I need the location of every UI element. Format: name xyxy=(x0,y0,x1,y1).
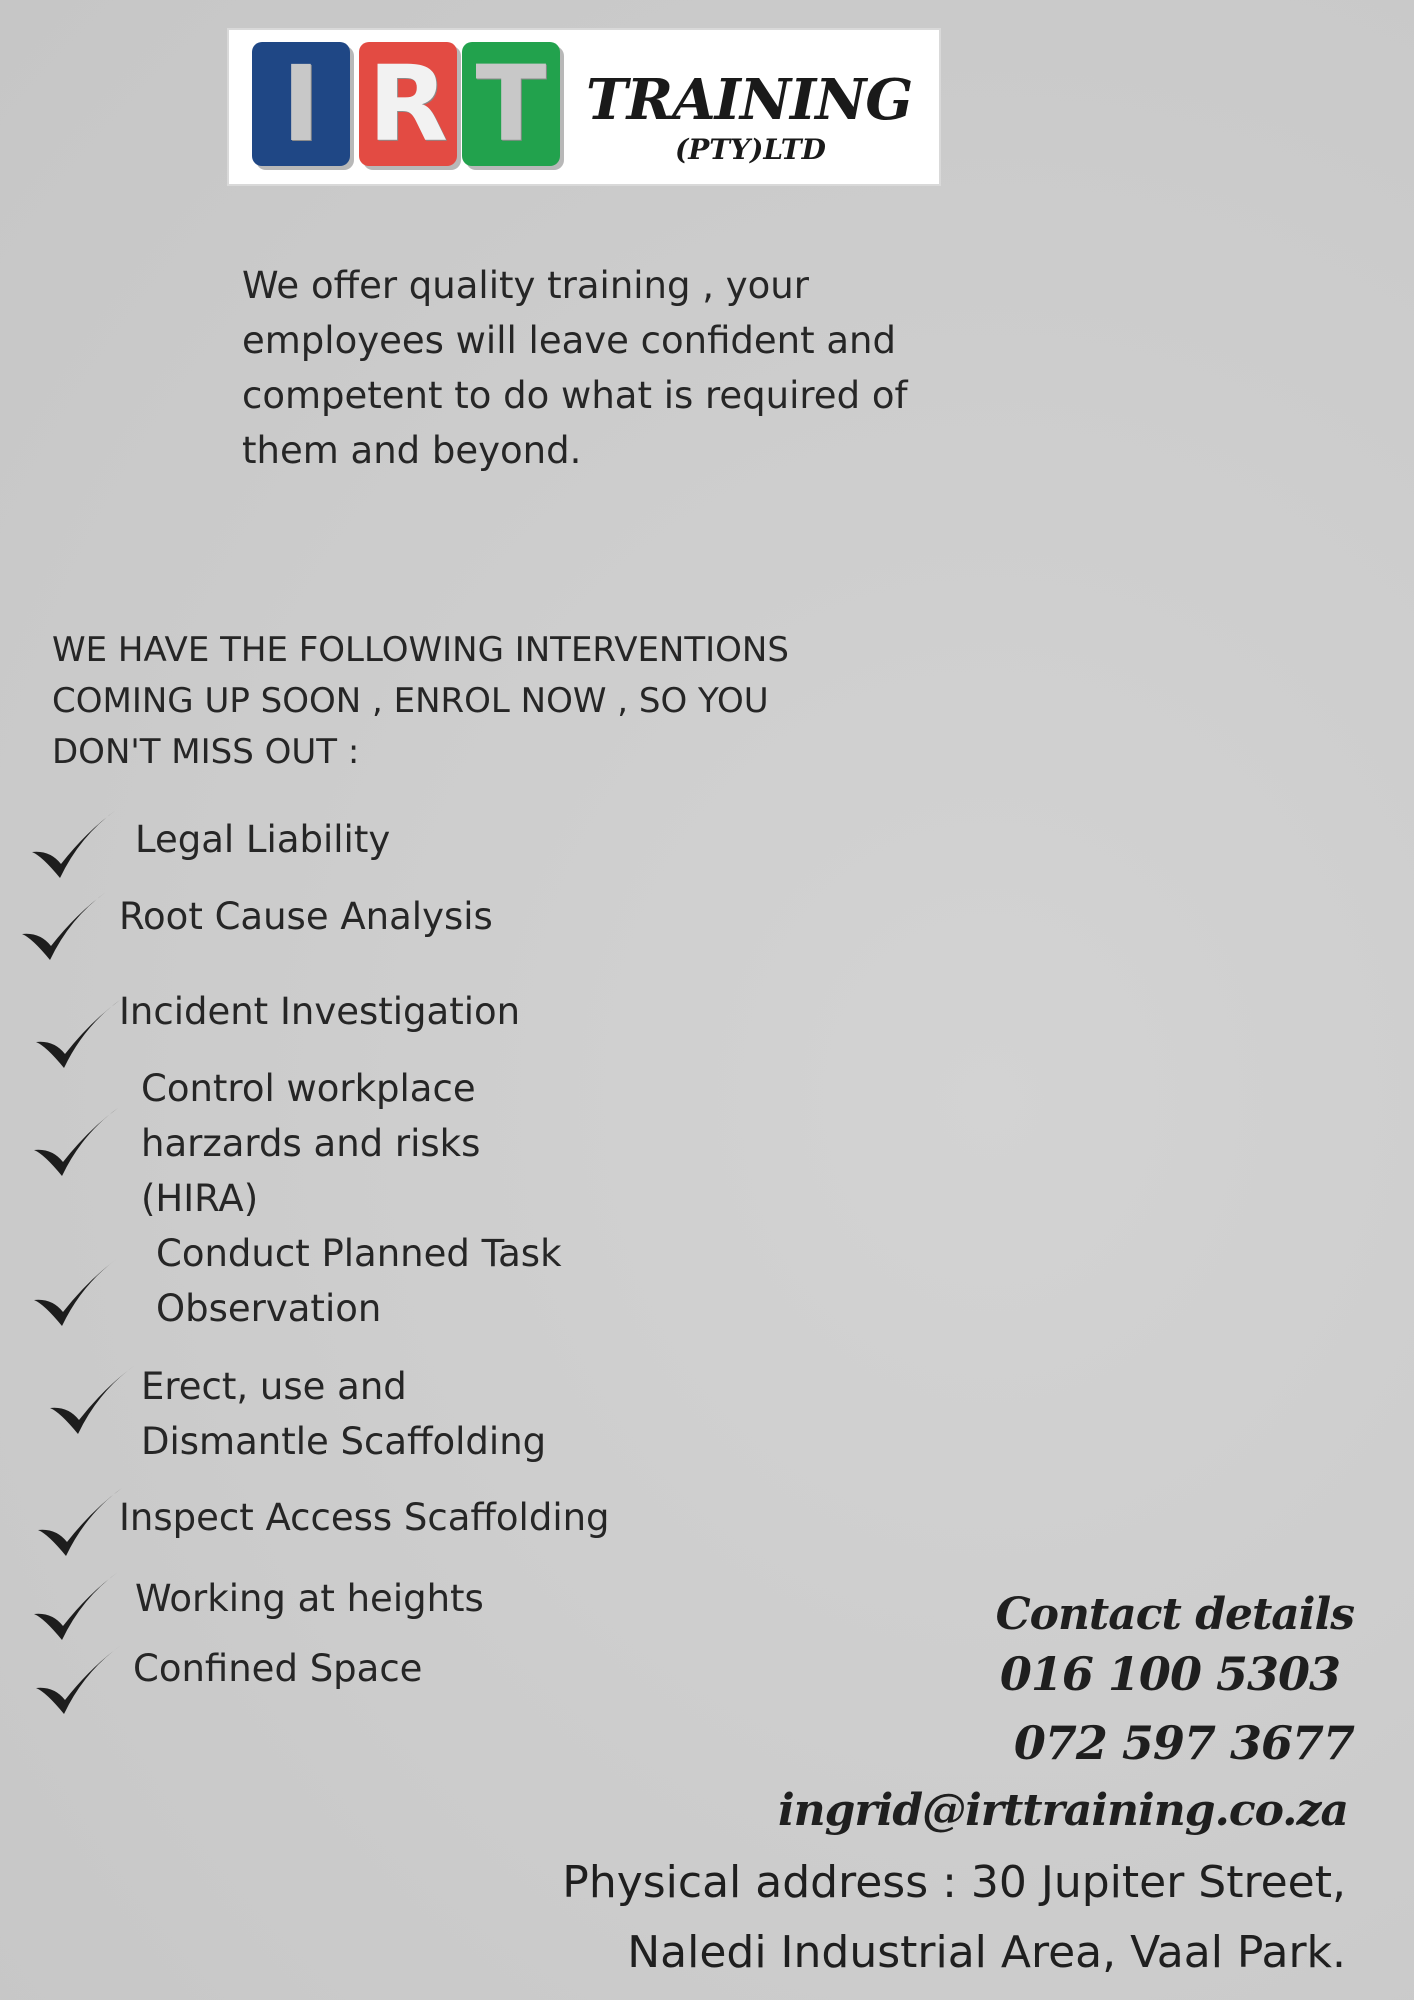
heading-line: COMING UP SOON , ENROL NOW , SO YOU xyxy=(52,681,769,721)
list-item-working-at-heights xyxy=(135,1571,484,1626)
contact-title: Contact details xyxy=(995,1589,1354,1640)
logo-letter-r: R xyxy=(367,43,449,165)
list-item-line: Observation xyxy=(156,1287,382,1330)
phone-number-2: 072 597 3677 xyxy=(1013,1716,1354,1770)
intro-paragraph xyxy=(242,258,962,478)
list-item-line: Incident Investigation xyxy=(119,990,521,1033)
email-address: ingrid@irttraining.co.za xyxy=(777,1785,1348,1836)
list-item-legal-liability xyxy=(135,812,390,867)
logo-block-blue xyxy=(252,42,350,166)
list-item-line: Root Cause Analysis xyxy=(119,895,493,938)
list-item-incident-investigation xyxy=(119,984,520,1039)
list-item-planned-task-observation xyxy=(156,1226,562,1336)
list-item-confined-space xyxy=(133,1641,422,1696)
intro-line: employees will leave confident and xyxy=(242,319,896,362)
phone-number-1: 016 100 5303 xyxy=(999,1647,1340,1701)
checkmark-icon xyxy=(28,806,118,884)
checkmark-icon xyxy=(30,1254,120,1332)
list-item-line: Confined Space xyxy=(133,1647,423,1690)
list-item-line: Erect, use and xyxy=(141,1365,407,1408)
list-item-line: Inspect Access Scaffolding xyxy=(119,1496,610,1539)
logo-subtitle: (PTY)LTD xyxy=(675,133,826,166)
logo-letter-i: I xyxy=(281,43,321,165)
checkmark-icon xyxy=(34,1484,124,1562)
list-item-line: Legal Liability xyxy=(135,818,391,861)
checkmark-icon xyxy=(46,1362,136,1440)
checkmark-icon xyxy=(18,888,108,966)
checkmark-icon xyxy=(30,1568,120,1646)
checkmark-icon xyxy=(32,1642,122,1720)
logo-block-green xyxy=(462,42,560,166)
list-item-inspect-scaffolding xyxy=(119,1490,610,1545)
address-line-1: Physical address : 30 Jupiter Street, xyxy=(562,1857,1346,1908)
logo-block-red xyxy=(359,42,457,166)
address-line-2: Naledi Industrial Area, Vaal Park. xyxy=(627,1927,1346,1978)
checkmark-icon xyxy=(32,996,122,1074)
interventions-heading xyxy=(52,625,892,778)
list-item-control-workplace-hazards xyxy=(141,1061,480,1226)
checkmark-icon xyxy=(30,1104,120,1182)
list-item-line: Working at heights xyxy=(135,1577,484,1620)
list-item-line: Control workplace xyxy=(141,1067,476,1110)
list-item-root-cause-analysis xyxy=(119,889,493,944)
logo-word: TRAINING xyxy=(586,67,913,133)
intro-line: them and beyond. xyxy=(242,429,582,472)
intro-line: We offer quality training , your xyxy=(242,264,809,307)
list-item-line: Dismantle Scaffolding xyxy=(141,1420,547,1463)
heading-line: DON'T MISS OUT : xyxy=(52,732,360,772)
list-item-line: (HIRA) xyxy=(141,1177,259,1220)
logo-letter-t: T xyxy=(475,43,547,165)
list-item-line: harzards and risks xyxy=(141,1122,481,1165)
heading-line: WE HAVE THE FOLLOWING INTERVENTIONS xyxy=(52,630,789,670)
intro-line: competent to do what is required of xyxy=(242,374,908,417)
list-item-line: Conduct Planned Task xyxy=(156,1232,562,1275)
list-item-scaffolding-erect xyxy=(141,1359,546,1469)
company-logo xyxy=(227,28,941,186)
